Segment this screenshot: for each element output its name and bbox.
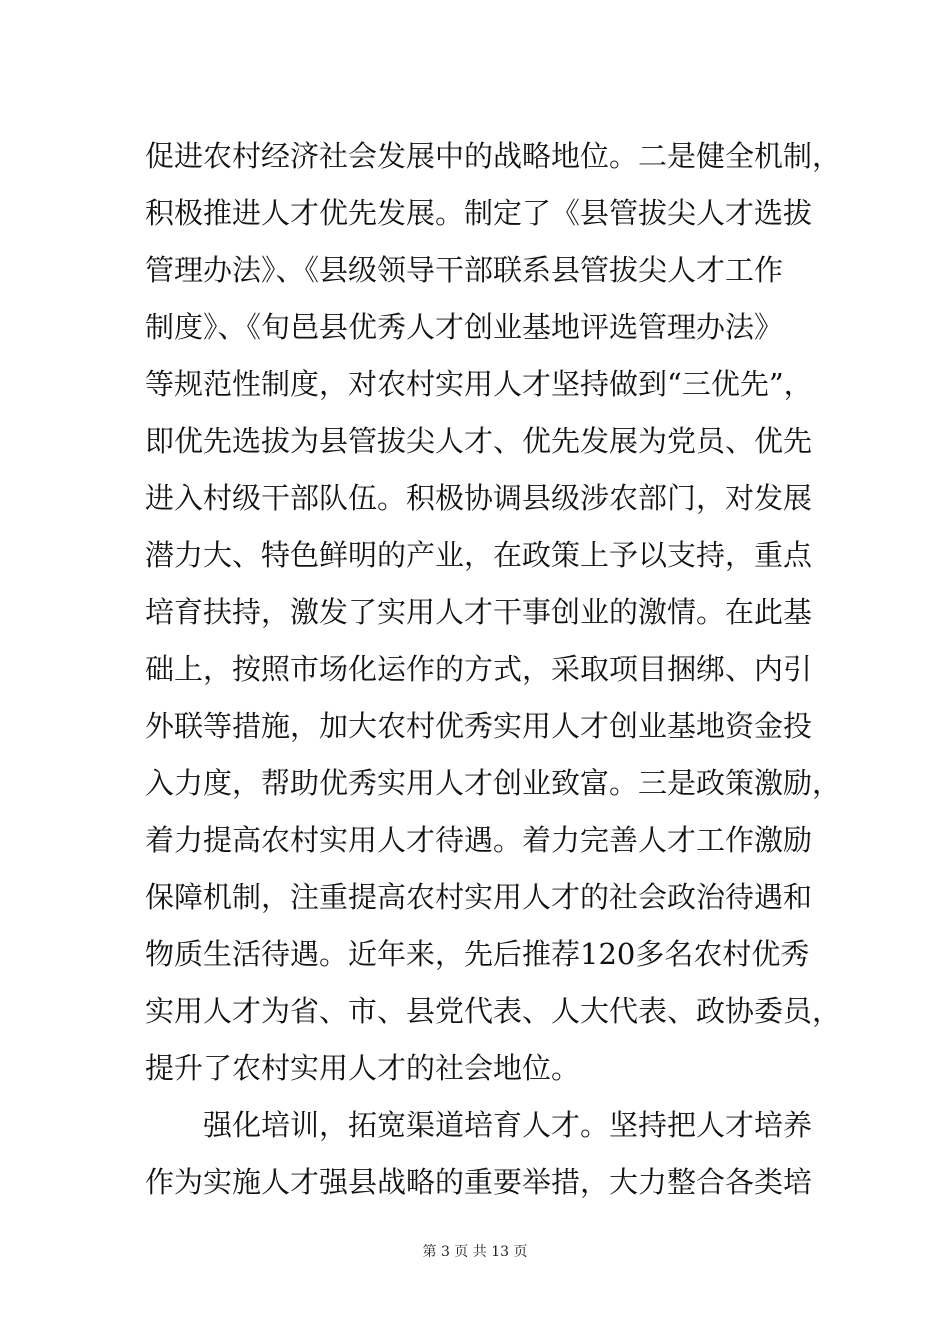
text-line: 实用人才为省、市、县党代表、人大代表、政协委员，: [145, 994, 842, 1028]
text-line: 作为实施人才强县战略的重要举措，大力整合各类培: [145, 1165, 813, 1199]
text-line: 进入村级干部队伍。积极协调县级涉农部门，对发展: [145, 481, 813, 515]
text-line: 积极推进人才优先发展。制定了《县管拔尖人才选拔: [145, 196, 813, 230]
text-line: 即优先选拔为县管拔尖人才、优先发展为党员、优先: [145, 424, 813, 458]
text-line: 提升了农村实用人才的社会地位。: [145, 1051, 581, 1085]
text-line: 潜力大、特色鲜明的产业，在政策上予以支持，重点: [145, 538, 813, 572]
text-line: 制度》、《旬邑县优秀人才创业基地评选管理办法》: [145, 310, 784, 344]
text-line: 入力度，帮助优秀实用人才创业致富。三是政策激励，: [145, 766, 842, 800]
text-line: 促进农村经济社会发展中的战略地位。二是健全机制，: [145, 139, 842, 173]
text-line: 管理办法》、《县级领导干部联系县管拔尖人才工作: [145, 253, 784, 287]
page-number-label: 第 3 页 共 13 页: [422, 1244, 528, 1260]
page-footer: [0, 1242, 950, 1262]
text-line: 础上，按照市场化运作的方式，采取项目捆绑、内引: [145, 652, 813, 686]
text-line: 外联等措施，加大农村优秀实用人才创业基地资金投: [145, 709, 813, 743]
paragraph-start-line: 强化培训，拓宽渠道培育人才。坚持把人才培养: [203, 1108, 813, 1142]
text-line: 培育扶持，激发了实用人才干事创业的激情。在此基: [145, 595, 813, 629]
text-line: 着力提高农村实用人才待遇。着力完善人才工作激励: [145, 823, 813, 857]
text-line: 物质生活待遇。近年来，先后推荐120多名农村优秀: [145, 937, 810, 971]
text-line: 保障机制，注重提高农村实用人才的社会政治待遇和: [145, 880, 813, 914]
text-line: 等规范性制度，对农村实用人才坚持做到“三优先”，: [145, 367, 813, 401]
body-text: [145, 128, 842, 1211]
